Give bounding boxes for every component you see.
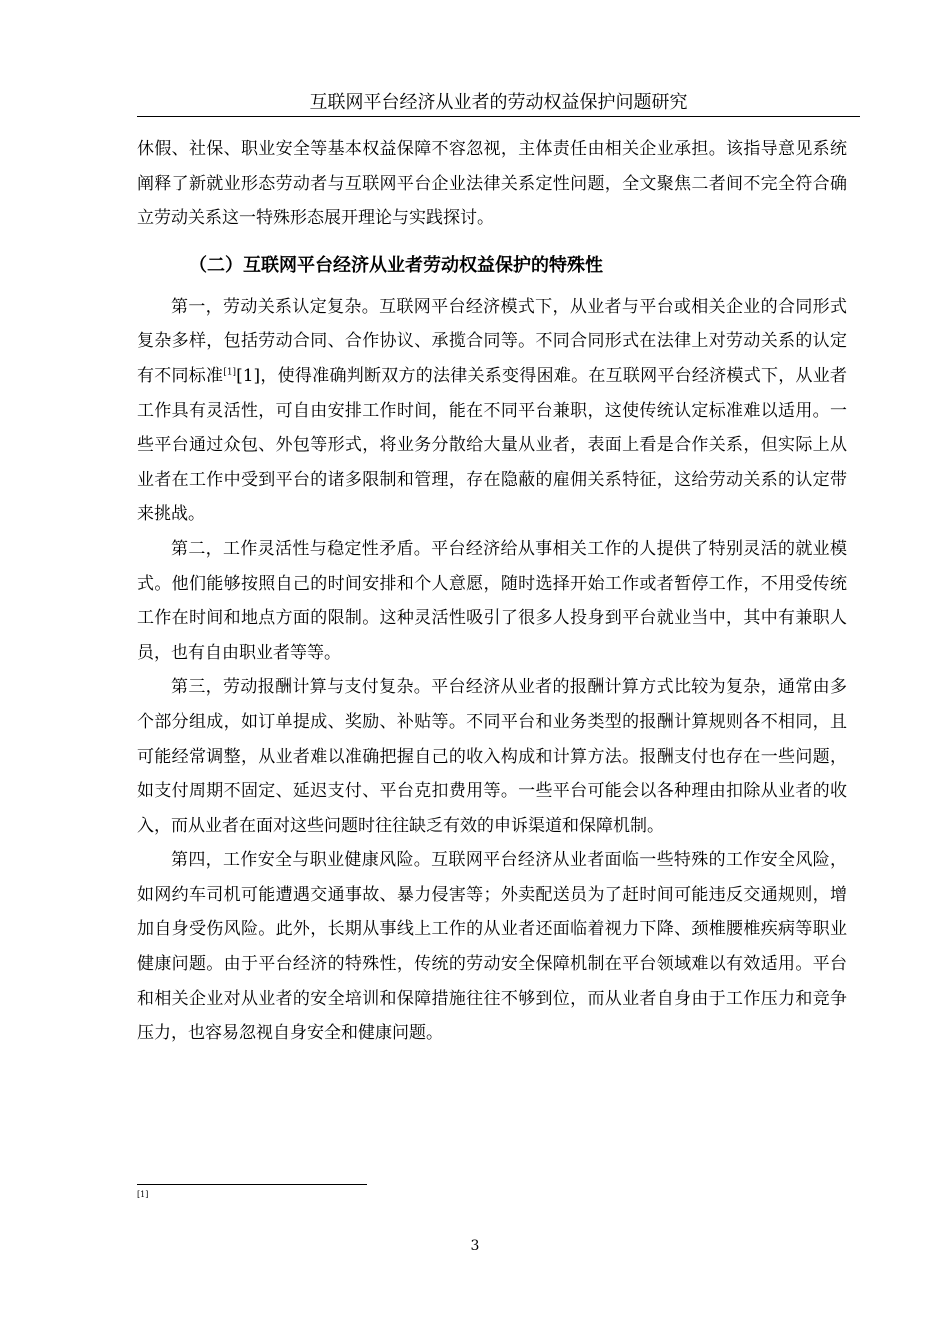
- page-number: 3: [470, 1238, 480, 1254]
- paragraph-3: 第三，劳动报酬计算与支付复杂。平台经济从业者的报酬计算方式比较为复杂，通常由多个部分组成，如订单提成、奖励、补贴等。不同平台和业务类型的报酬计算规则各不相同，且可能经常调整，从业者难以准确把握自己的收入构成和计算方法。报酬支付也存在一些问题，如支付周期不固定、延迟支付、平台克扣费用等。一些平台可能会以各种理由扣除从业者的收入，而从业者在面对这些问题时往往缺乏有效的申诉渠道和保障机制。: [137, 677, 847, 836]
- footnote-reference[interactable]: [1]: [223, 367, 237, 378]
- header-rule: [137, 116, 860, 117]
- paragraph-1-part-a: 第一，劳动关系认定复杂。互联网平台经济模式下，从业者与平台或相关企业的合同形式复杂多样，包括劳动合同、合作协议、承揽合同等。不同合同形式在法律上对劳动关系的认定有不同标准: [137, 296, 847, 386]
- document-body: [137, 132, 847, 1051]
- paragraph-1: [137, 290, 847, 532]
- page-header-title: 互联网平台经济从业者的劳动权益保护问题研究: [309, 92, 688, 113]
- paragraph-2: 第二，工作灵活性与稳定性矛盾。平台经济给从事相关工作的人提供了特别灵活的就业模式。他们能够按照自己的时间安排和个人意愿，随时选择开始工作或者暂停工作，不用受传统工作在时间和地点方面的限制。这种灵活性吸引了很多人投身到平台就业当中，其中有兼职人员，也有自由职业者等等。: [137, 538, 847, 663]
- footnote-mark: [1]: [137, 1190, 149, 1199]
- paragraph-4: 第四，工作安全与职业健康风险。互联网平台经济从业者面临一些特殊的工作安全风险，如网约车司机可能遭遇交通事故、暴力侵害等；外卖配送员为了赶时间可能违反交通规则，增加自身受伤风险。此外，长期从事线上工作的从业者还面临着视力下降、颈椎腰椎疾病等职业健康问题。由于平台经济的特殊性，传统的劳动安全保障机制在平台领域难以有效适用。平台和相关企业对从业者的安全培训和保障措施往往不够到位，而从业者自身由于工作压力和竞争压力，也容易忽视自身安全和健康问题。: [137, 850, 847, 1044]
- paragraph-1-part-b: [1]，使得准确判断双方的法律关系变得困难。在互联网平台经济模式下，从业者工作具有灵活性，可自由安排工作时间，能在不同平台兼职，这使传统认定标准难以适用。一些平台通过众包、外包等形式，将业务分散给大量从业者，表面上看是合作关系，但实际上从业者在工作中受到平台的诸多限制和管理，存在隐蔽的雇佣关系特征，这给劳动关系的认定带来挑战。: [137, 365, 847, 525]
- section-heading: （二）互联网平台经济从业者劳动权益保护的特殊性: [189, 254, 603, 276]
- footnote-rule: [137, 1184, 367, 1185]
- intro-paragraph: 休假、社保、职业安全等基本权益保障不容忽视，主体责任由相关企业承担。该指导意见系统阐释了新就业形态劳动者与互联网平台企业法律关系定性问题，全文聚焦二者间不完全符合确立劳动关系这一特殊形态展开理论与实践探讨。: [137, 139, 847, 229]
